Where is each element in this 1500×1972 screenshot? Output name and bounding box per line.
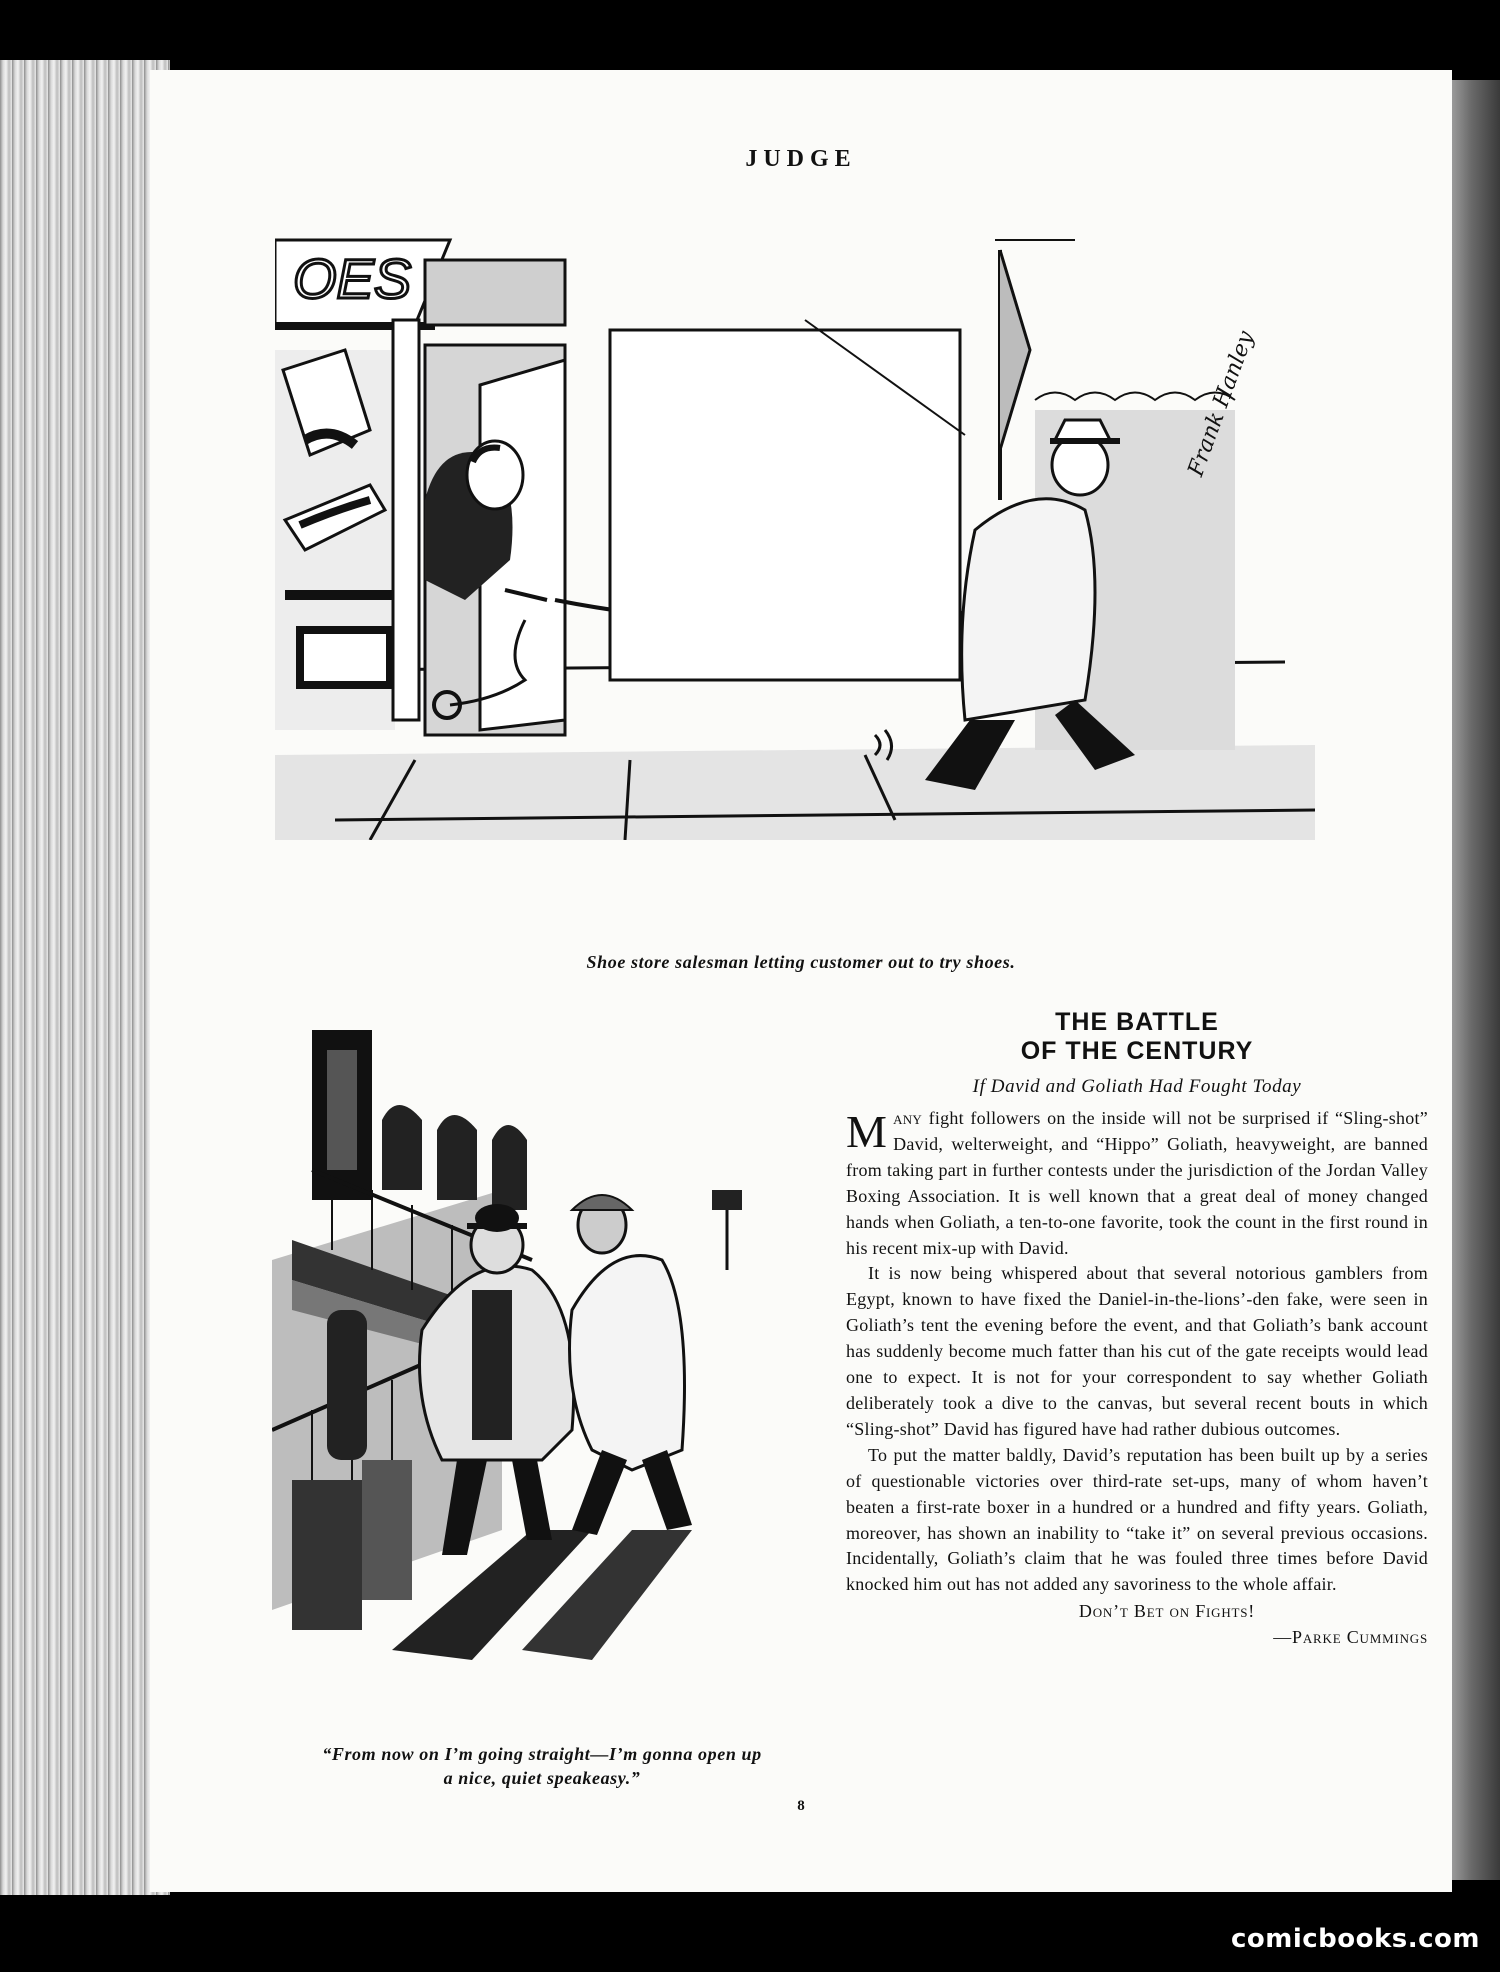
- article-paragraph-1: [846, 1106, 1428, 1261]
- article-moral: Don’t Bet on Fights!: [1078, 1601, 1256, 1622]
- bottom-caption-line2: a nice, quiet speakeasy.”: [443, 1768, 641, 1788]
- book-page-edges: [0, 60, 170, 1895]
- magazine-page: [150, 70, 1452, 1892]
- lead-smallcaps: any: [893, 1108, 923, 1128]
- bottom-caption-line1: “From now on I’m going straight—I’m gonna open up: [322, 1744, 762, 1764]
- page-number: 8: [797, 1798, 805, 1814]
- article-title-line1: THE BATTLE: [1055, 1008, 1219, 1036]
- artist-signature: Frank Hanley: [1183, 327, 1260, 480]
- top-cartoon-caption: Shoe store salesman letting customer out to try shoes.: [586, 952, 1016, 972]
- article: [846, 1008, 1428, 1650]
- article-byline: —Parke Cummings: [1273, 1627, 1428, 1648]
- shoe-store-cartoon: [275, 200, 1315, 840]
- speakeasy-cartoon: [272, 1010, 812, 1660]
- article-title: [846, 1008, 1428, 1066]
- article-subtitle: If David and Goliath Had Fought Today: [972, 1076, 1302, 1097]
- paragraph1-text: fight followers on the inside will not be surprised if “Sling-shot” David, welterweight, and “Hippo” Goliath, heavyweight, are banned from taking part in further contests under the jurisdiction of the Jordan Valley Boxing Association. It is well known that a great deal of money changed hands when Goliath, a ten-to-one favorite, took the count in the first round in his recent mix-up with David.: [846, 1108, 1428, 1258]
- article-paragraph-2: It is now being whispered about that several notorious gamblers from Egypt, known to have fixed the Daniel-in-the-lions’-den fake, were seen in Goliath’s tent the evening before the event, and that Goliath’s bank account has suddenly become much fatter than his cut of the gate receipts would lead one to expect. It is not for your correspondent to say whether Goliath deliberately took a dive to the canvas, but several recent bouts in which “Sling-shot” David has figured have had rather dubious outcomes.: [846, 1263, 1428, 1439]
- running-head: JUDGE: [745, 146, 857, 172]
- bottom-cartoon-caption: [272, 1742, 812, 1790]
- book-right-edge: [1452, 80, 1500, 1880]
- article-signoff: [846, 1598, 1428, 1650]
- article-title-line2: OF THE CENTURY: [1020, 1037, 1254, 1065]
- drop-cap: M: [846, 1106, 888, 1157]
- site-watermark: comicbooks.com: [1230, 1924, 1480, 1954]
- shop-sign-text: OES: [293, 247, 412, 310]
- article-paragraph-3: To put the matter baldly, David’s reputation has been built up by a series of questionable victories over third-rate set-ups, many of whom haven’t beaten a first-rate boxer in a hundred or a hundred and fifty years. Goliath, moreover, has shown an inability to “take it” on several previous occasions. Incidentally, Goliath’s claim that he was fouled three times before David knocked him out has not added any savoriness to the whole affair.: [846, 1444, 1428, 1595]
